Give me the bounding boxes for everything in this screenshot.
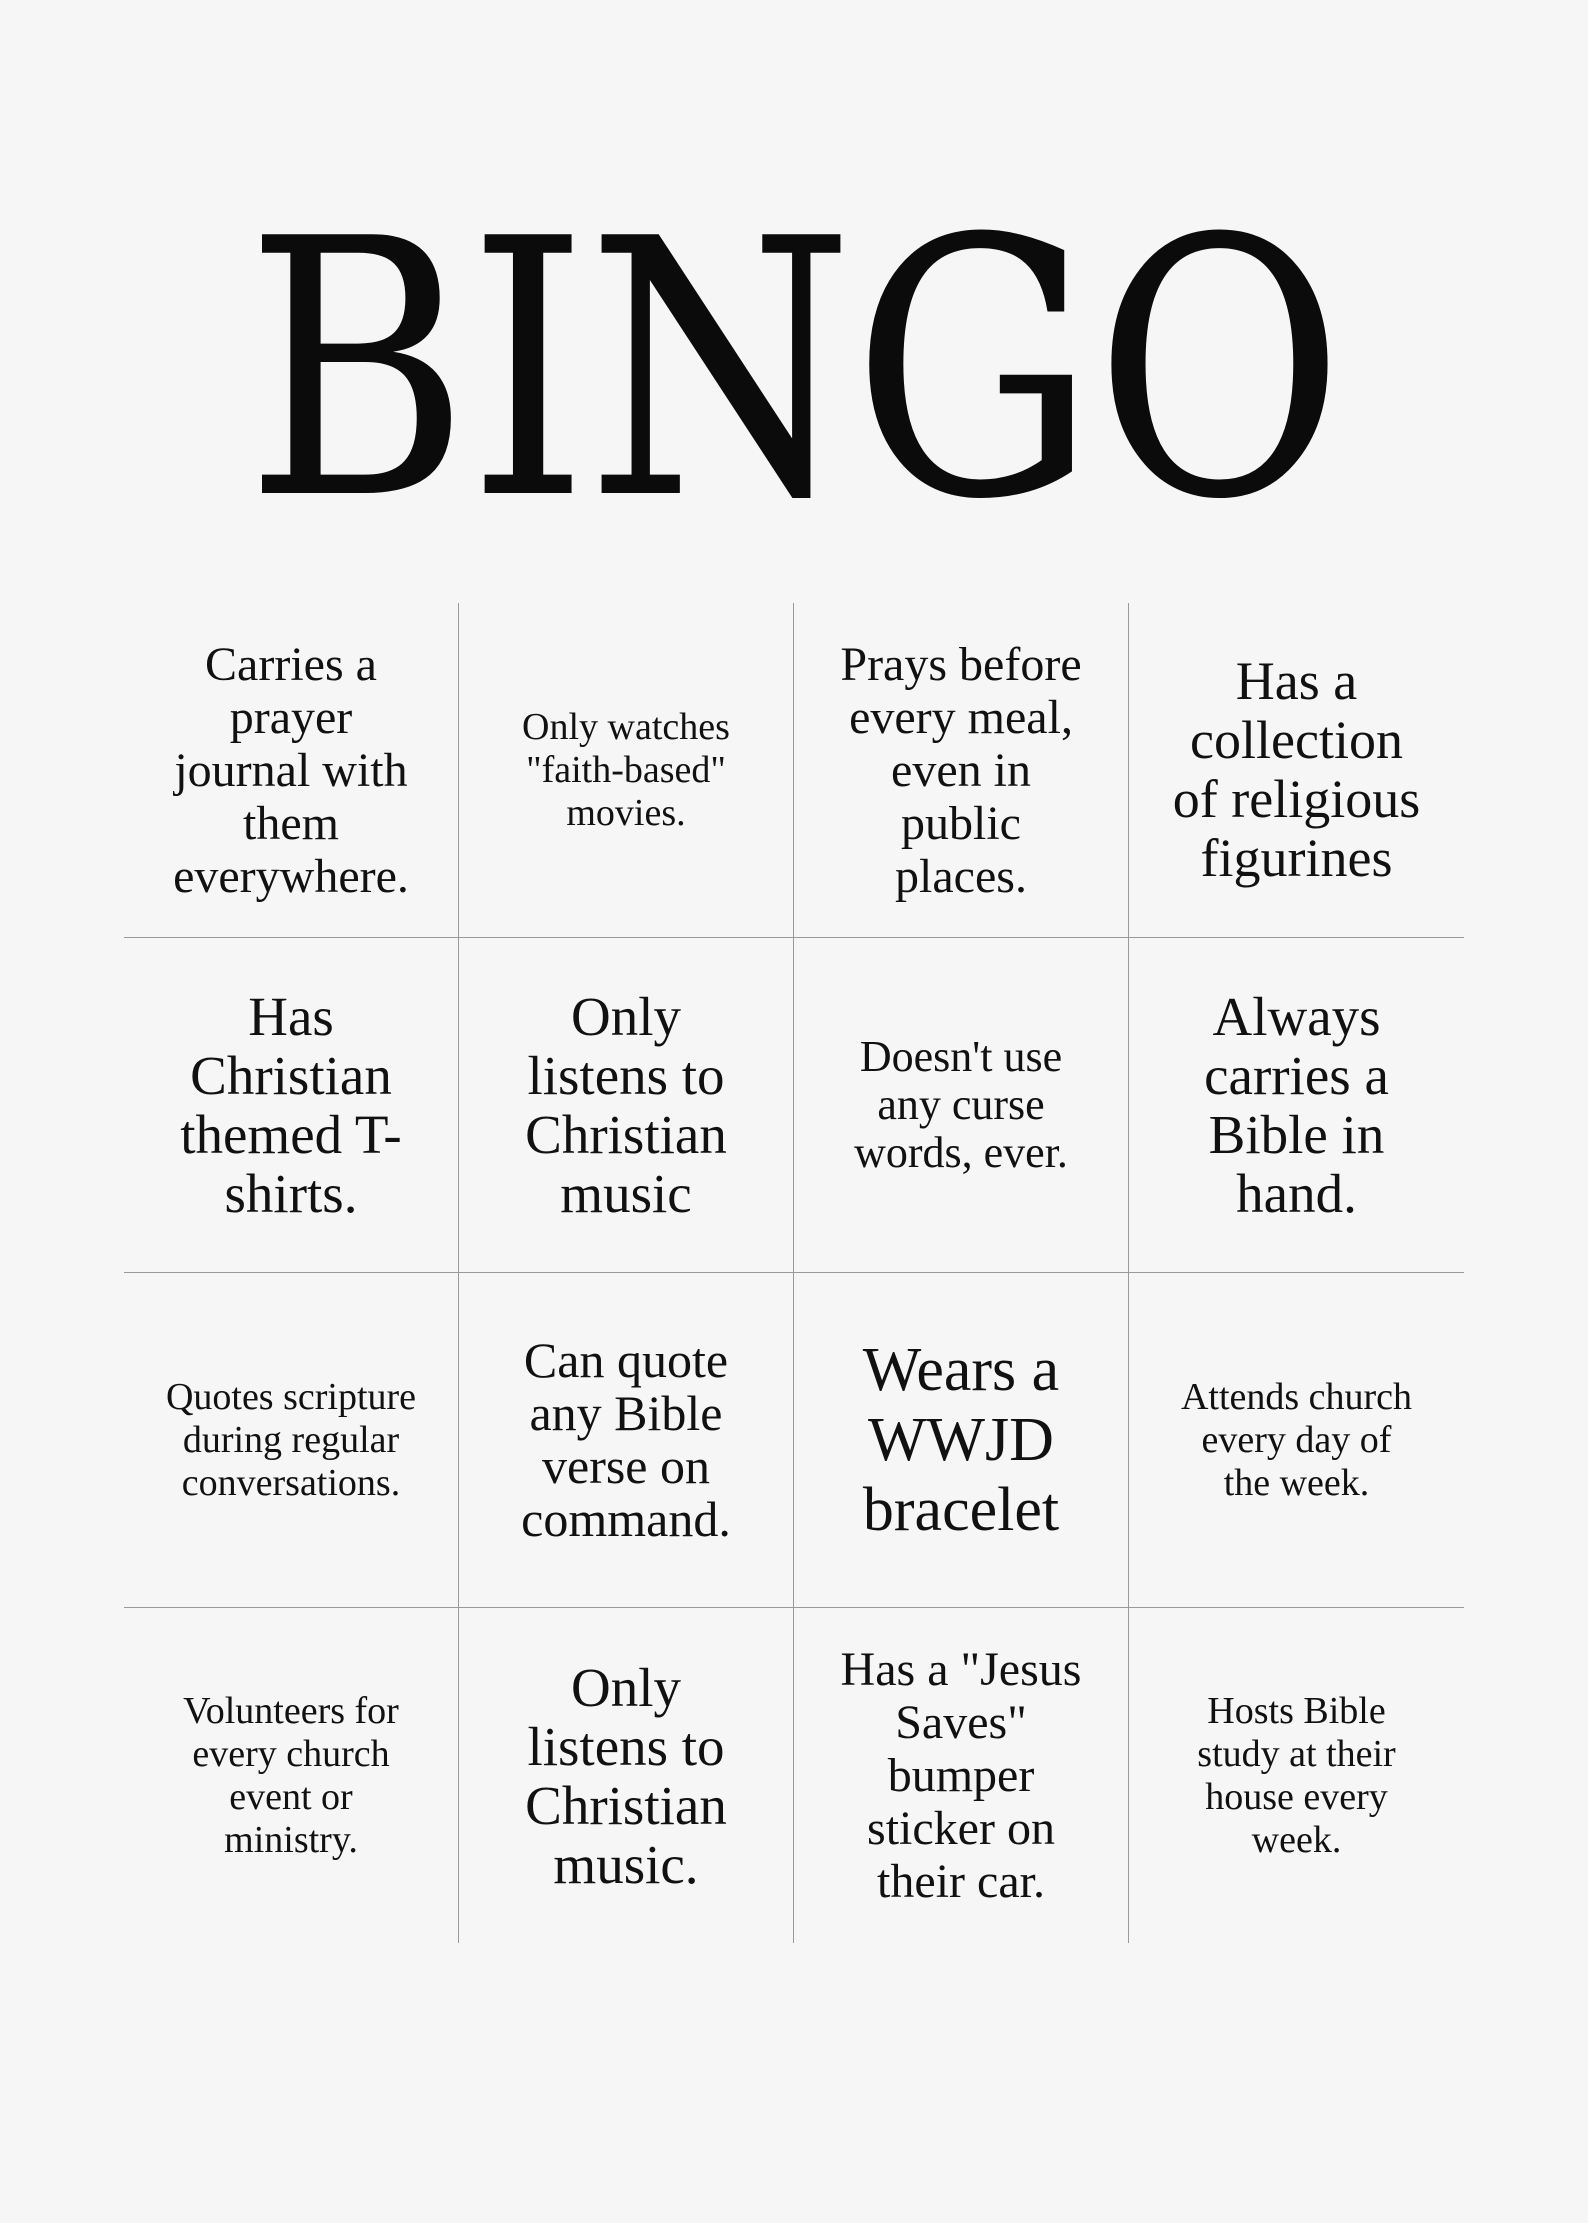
cell-text: Only listens to Christian music [525, 986, 727, 1224]
bingo-cell [1129, 1273, 1464, 1608]
cell-text: Wears a WWJD bracelet [862, 1336, 1060, 1544]
bingo-grid [124, 603, 1464, 1943]
bingo-cell [124, 1273, 459, 1608]
cell-text: Hosts Bible study at their house every week. [1197, 1689, 1396, 1861]
cell-text: Doesn't use any curse words, ever. [854, 1032, 1068, 1177]
cell-text: Has a collection of religious figurines [1172, 651, 1421, 888]
cell-text: Has Christian themed T-shirts. [180, 986, 402, 1224]
cell-text: Volunteers for every church event or ministry. [183, 1689, 399, 1861]
bingo-cell [459, 1608, 794, 1943]
bingo-cell [1129, 1608, 1464, 1943]
bingo-cell [459, 603, 794, 938]
bingo-cell [794, 938, 1129, 1273]
bingo-cell [124, 938, 459, 1273]
cell-text: Always carries a Bible in hand. [1204, 986, 1389, 1224]
bingo-cell [1129, 938, 1464, 1273]
bingo-cell [794, 1273, 1129, 1608]
cell-text: Only listens to Christian music. [525, 1656, 727, 1895]
bingo-cell [124, 1608, 459, 1943]
bingo-cell [459, 938, 794, 1273]
cell-text: Can quote any Bible verse on command. [521, 1332, 731, 1547]
cell-text: Carries a prayer journal with them everywhere. [173, 637, 409, 903]
bingo-cell [459, 1273, 794, 1608]
bingo-cell [794, 1608, 1129, 1943]
bingo-title: BINGO [245, 163, 1343, 577]
cell-text: Quotes scripture during regular conversations. [165, 1375, 417, 1504]
bingo-cell [794, 603, 1129, 938]
bingo-cell [124, 603, 459, 938]
cell-text: Attends church every day of the week. [1180, 1375, 1413, 1504]
cell-text: Only watches "faith-based" movies. [522, 705, 730, 834]
cell-text: Prays before every meal, even in public places. [840, 637, 1082, 903]
bingo-cell [1129, 603, 1464, 938]
cell-text: Has a "Jesus Saves" bumper sticker on their car. [840, 1643, 1082, 1908]
